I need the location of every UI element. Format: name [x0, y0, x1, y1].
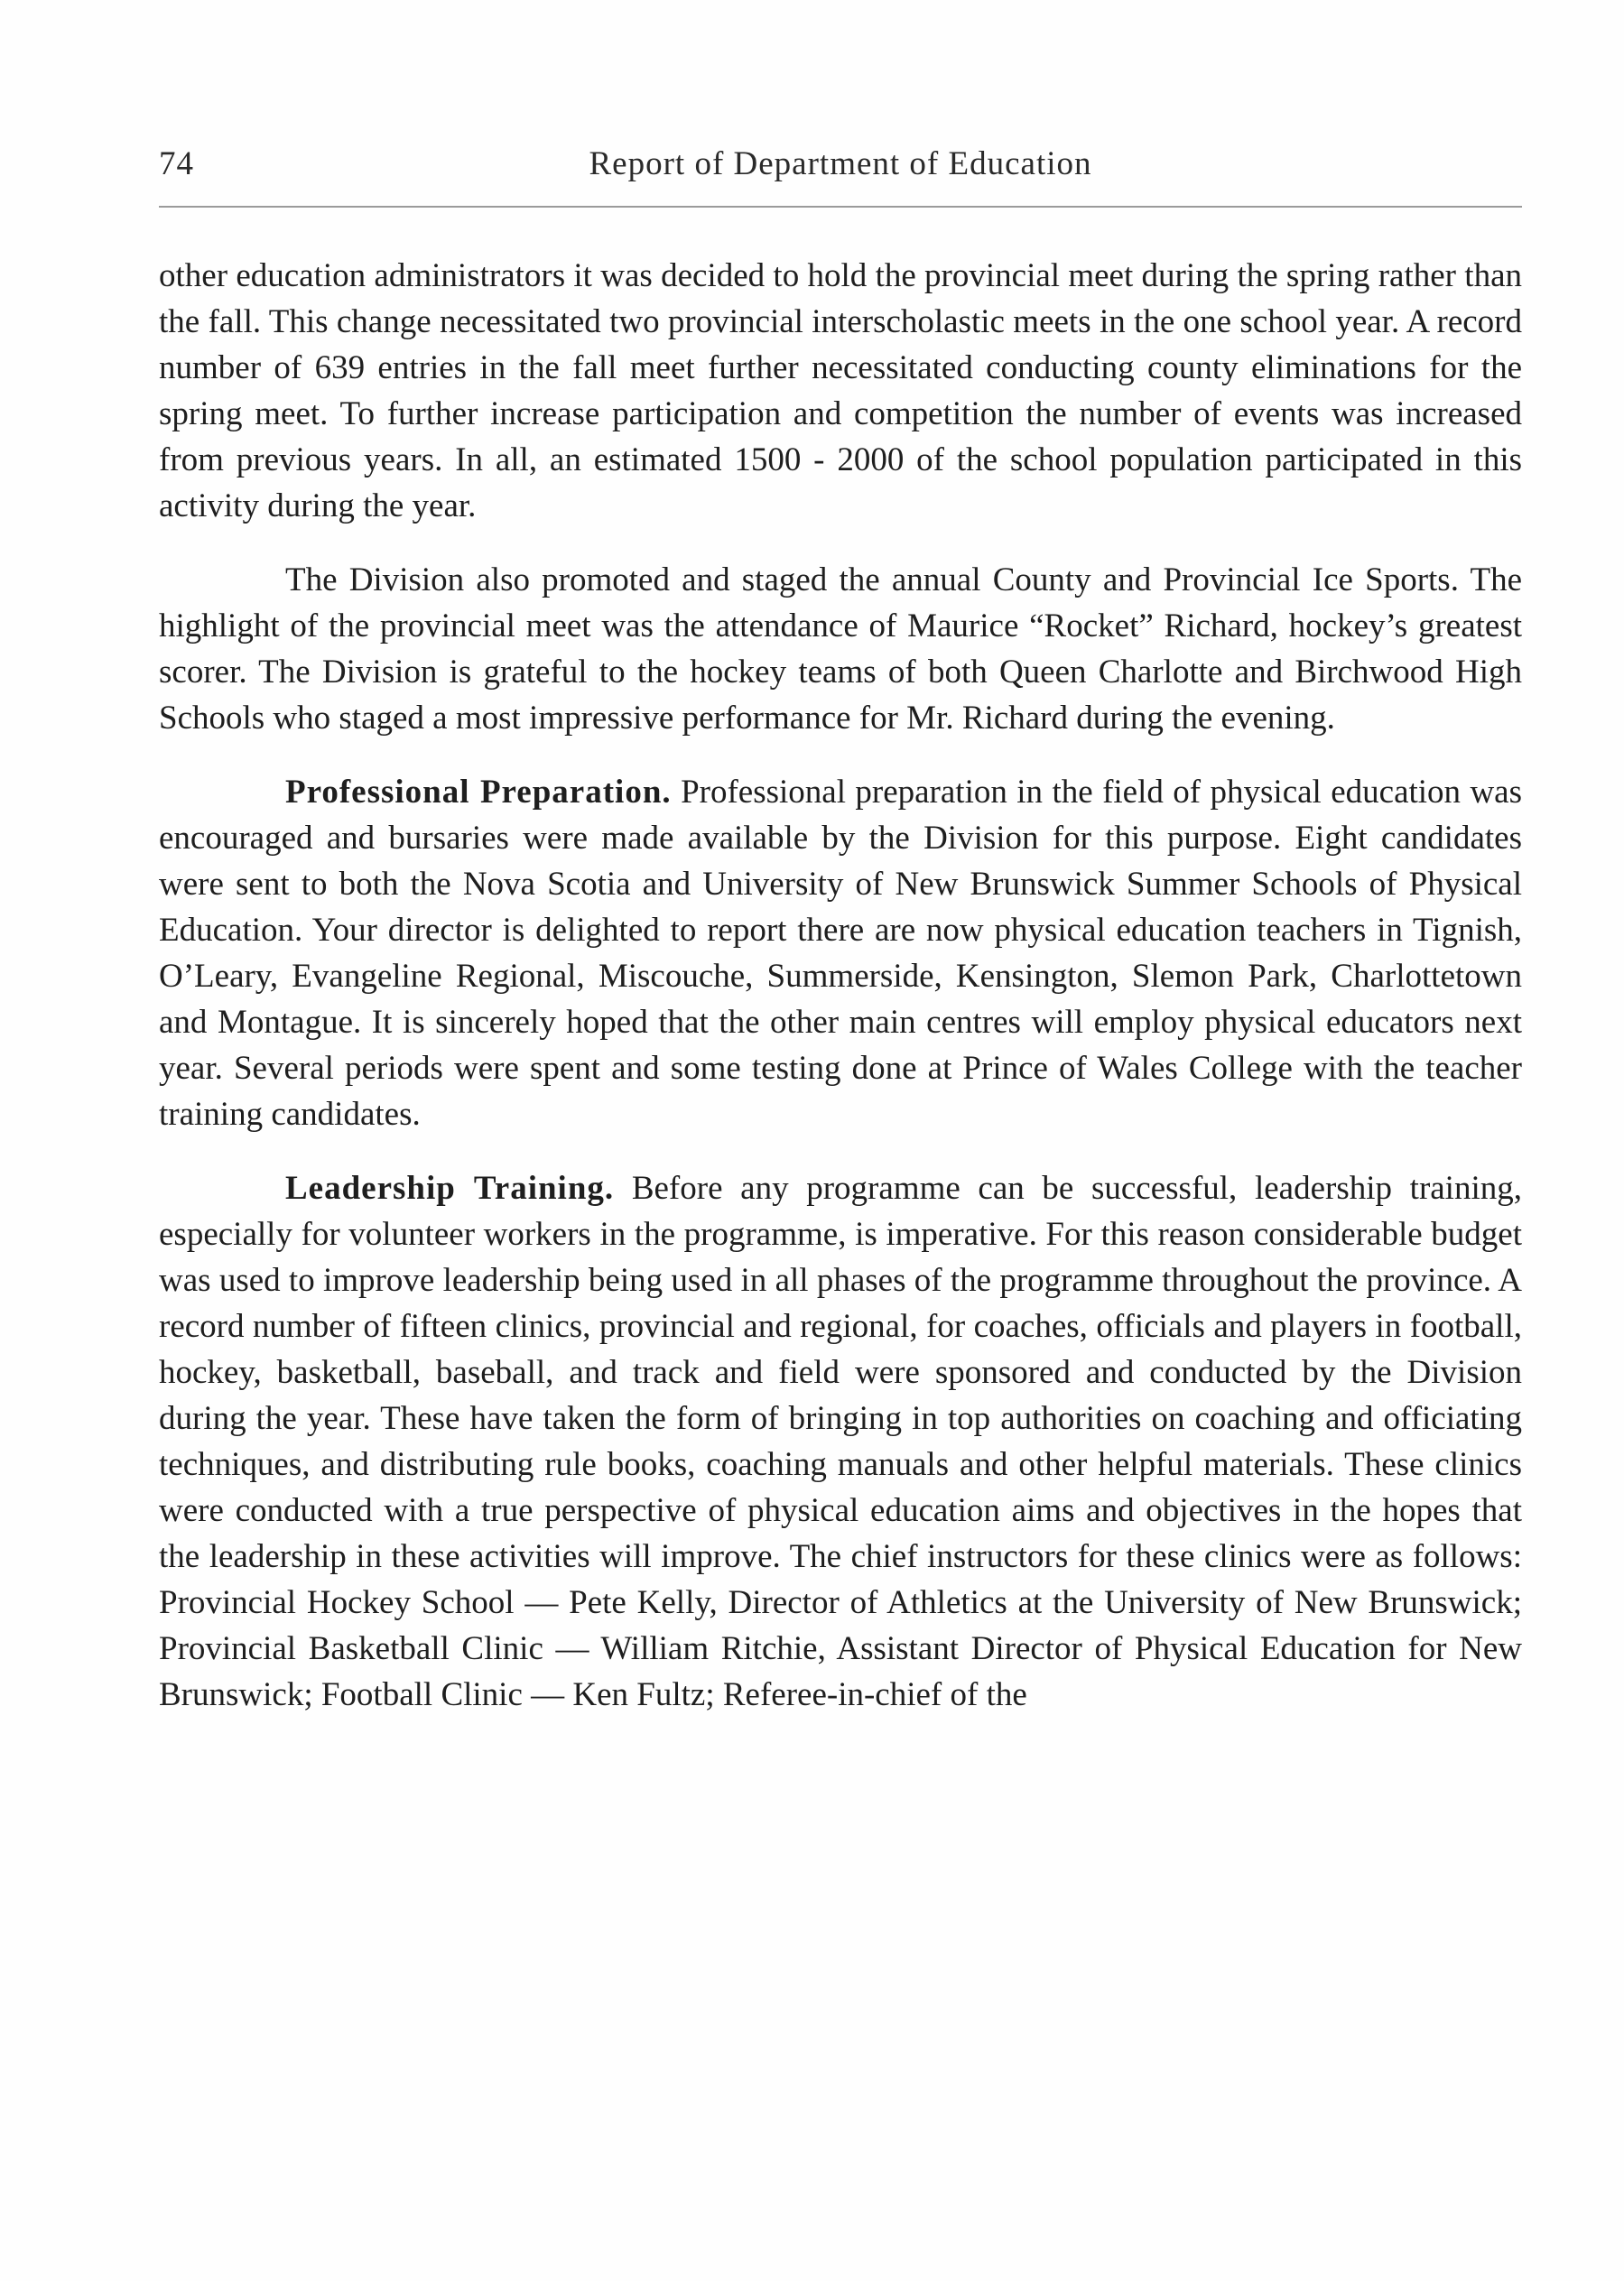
page-number: 74 [159, 145, 194, 182]
paragraph-3 [159, 769, 1522, 1137]
paragraph-4 [159, 1165, 1522, 1718]
section-heading-professional-preparation: Professional Preparation. [285, 774, 672, 811]
section-heading-leadership-training: Leadership Training. [285, 1170, 615, 1207]
page-header [159, 144, 1522, 199]
paragraph-1-text: other education administrators it was decided to hold the provincial meet during the spring rather than the fall. This change necessitated two provincial interscholastic meets in the one school year. A record number of 639 entries in the fall meet further necessitated conducting county eliminations for the spring meet. To further increase participation and competition the number of events was increased from previous years. In all, an estimated 1500 - 2000 of the school population participated in this activity during the year. [159, 257, 1522, 524]
header-rule [159, 206, 1522, 208]
paragraph-1 [159, 253, 1522, 529]
paragraph-2-text: The Division also promoted and staged the annual County and Provincial Ice Sports. The highlight of the provincial meet was the attendance of Maurice “Rocket” Richard, hockey’s greatest scorer. The Division is grateful to the hockey teams of both Queen Charlotte and Birchwood High Schools who staged a most impressive performance for Mr. Richard during the evening. [159, 561, 1522, 737]
running-title: Report of Department of Education [589, 145, 1092, 182]
body-text [159, 253, 1522, 1746]
paragraph-3-text: Professional preparation in the field of physical education was encouraged and bursaries were made available by the Division for this purpose. Eight candidates were sent to both the Nova Scotia and University of New Brunswick Summer Schools of Physical Education. Your director is delighted to report there are now physical education teachers in Tignish, O’Leary, Evangeline Regional, Miscouche, Summerside, Kensington, Slemon Park, Charlottetown and Montague. It is sincerely hoped that the other main centres will employ physical educators next year. Several periods were spent and some testing done at Prince of Wales College with the teacher training candidates. [159, 774, 1522, 1133]
paragraph-2 [159, 557, 1522, 741]
paragraph-4-text: Before any programme can be successful, leadership training, especially for volunteer workers in the programme, is imperative. For this reason considerable budget was used to improve leadership being used in all phases of the programme throughout the province. A record number of fifteen clinics, provincial and regional, for coaches, officials and players in football, hockey, basketball, baseball, and track and field were sponsored and conducted by the Division during the year. These have taken the form of bringing in top authorities on coaching and officiating techniques, and distributing rule books, coaching manuals and other helpful materials. These clinics were conducted with a true perspective of physical education aims and objectives in the hopes that the leadership in these activities will improve. The chief instructors for these clinics were as follows: Provincial Hockey School — Pete Kelly, Director of Athletics at the University of New Brunswick; Provincial Basketball Clinic — William Ritchie, Assistant Director of Physical Education for New Brunswick; Football Clinic — Ken Fultz; Referee-in-chief of the [159, 1170, 1522, 1713]
